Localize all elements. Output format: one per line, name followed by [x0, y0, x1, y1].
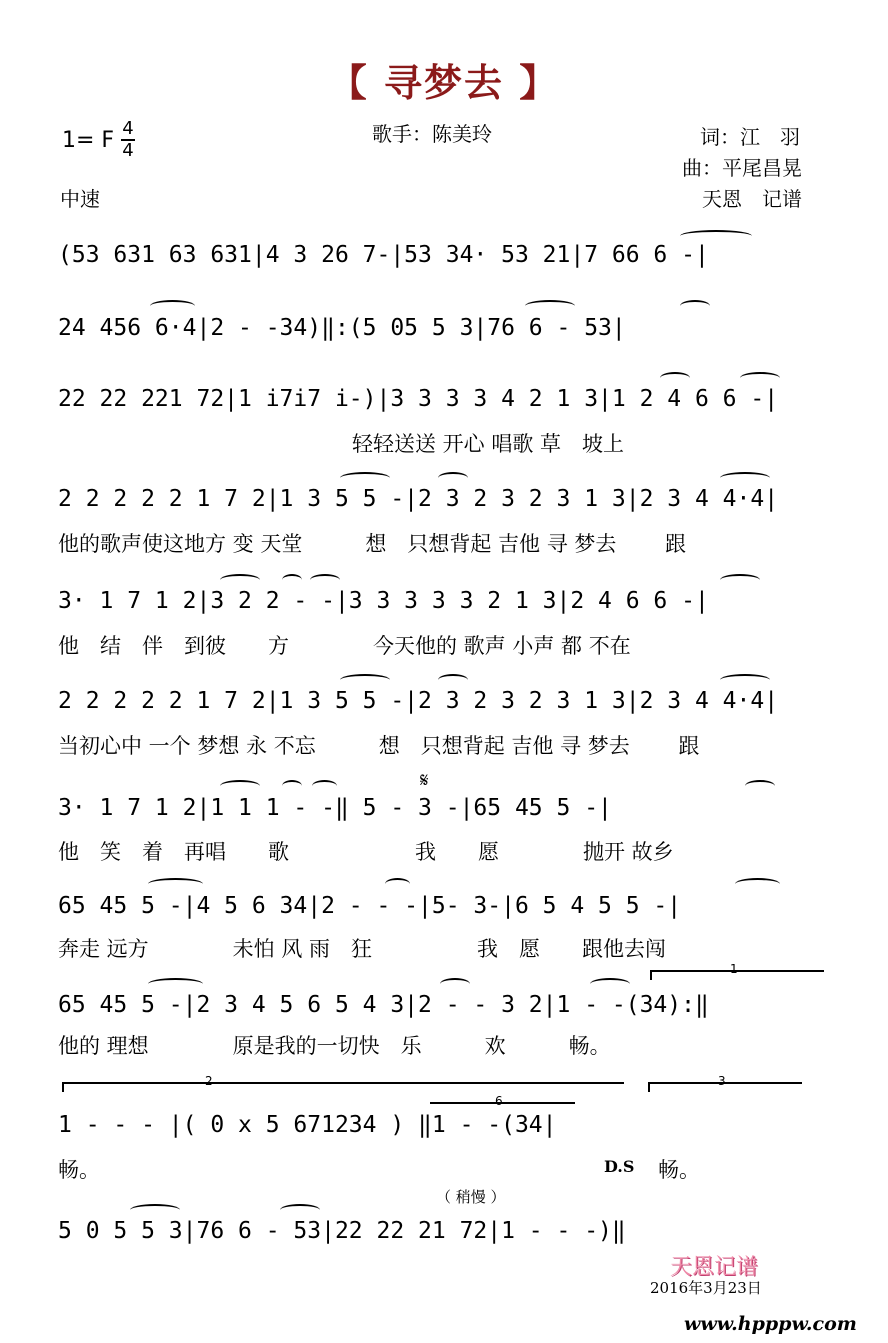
notation-line-10: 1 - - - |( 0 x 5 671234 ) ‖1 - -(34| — [58, 1112, 557, 1138]
tie-mark — [385, 878, 410, 890]
lyric-line-4: 他的歌声使这地方 变 天堂 想 只想背起 吉他 寻 梦去 跟 — [58, 532, 687, 556]
lyric-line-7: 他 笑 着 再唱 歌 我 愿 抛开 故乡 — [58, 840, 674, 864]
meter-top: 4 — [122, 118, 134, 139]
tie-mark — [340, 674, 390, 686]
tie-mark — [720, 574, 760, 586]
tie-mark — [220, 780, 260, 792]
tempo-marking: 中速 — [60, 187, 100, 211]
time-signature — [121, 120, 135, 160]
tie-mark — [590, 978, 630, 990]
tie-mark — [440, 978, 470, 990]
tie-mark — [130, 1204, 180, 1216]
transcriber-credit: 天恩 记谱 — [702, 187, 802, 211]
transcriber-stamp: 天恩记谱 — [670, 1255, 759, 1280]
tie-mark — [312, 780, 337, 792]
notation-line-6: 2 2 2 2 2 1 7 2|1 3 5 5 -|2 3 2 3 2 3 1 3|2 3 4 4·4| — [58, 688, 779, 714]
notation-line-11: 5 0 5 5 3|76 6 - 53|22 22 21 72|1 - - -)‖ — [58, 1218, 626, 1244]
notation-line-9: 65 45 5 -|2 3 4 5 6 5 4 3|2 - - 3 2|1 - -(34):‖ — [58, 992, 709, 1018]
lyric-line-3: 轻轻送送 开心 唱歌 草 坡上 — [58, 432, 625, 456]
notation-line-7: 3· 1 7 1 2|1 1 1 - -‖ 5 - 3 -|65 45 5 -| — [58, 795, 612, 821]
song-title: 【 寻梦去 】 — [328, 61, 560, 105]
tie-mark — [148, 978, 203, 990]
tie-mark — [340, 472, 390, 484]
tie-mark — [310, 574, 340, 586]
tie-mark — [680, 300, 710, 312]
notation-line-1: (53 631 63 631|4 3 26 7-|53 34· 53 21|7 66 6 -| — [58, 242, 709, 268]
tie-mark — [438, 472, 468, 484]
date-label: 2016年3月23日 — [650, 1279, 762, 1297]
ds-marking: D.S — [604, 1157, 635, 1176]
tie-mark — [660, 372, 690, 384]
volta-number-1: 1 — [730, 962, 738, 976]
tie-mark — [220, 574, 260, 586]
segno-sign: 𝄋 — [420, 768, 429, 792]
composer-credit: 曲：平尾昌晃 — [682, 156, 802, 180]
key-signature: 1= F — [62, 128, 115, 153]
tie-mark — [745, 780, 775, 792]
tie-mark — [740, 372, 780, 384]
tie-mark — [525, 300, 575, 312]
notation-line-3: 22 22 221 72|1 i7i7 i-)|3 3 3 3 4 2 1 3|1 2 4 6 6 -| — [58, 386, 779, 412]
lyric-line-9: 他的 理想 原是我的一切快 乐 欢 畅。 — [58, 1034, 611, 1058]
tie-mark — [720, 674, 770, 686]
lyric-line-8: 奔走 远方 未怕 风 雨 狂 我 愿 跟他去闯 — [58, 937, 667, 961]
volta-number-3: 3 — [718, 1074, 726, 1088]
tie-mark — [438, 674, 468, 686]
lyric-line-5: 他 结 伴 到彼 方 今天他的 歌声 小声 都 不在 — [58, 634, 631, 658]
tie-mark — [280, 1204, 320, 1216]
tie-mark — [680, 230, 752, 242]
notation-line-2: 24 456 6·4|2 - -34)‖:(5 05 5 3|76 6 - 53| — [58, 315, 626, 341]
meter-bottom: 4 — [122, 140, 134, 161]
lyric-line-10: 畅。 — [58, 1158, 100, 1182]
tie-mark — [282, 574, 302, 586]
volta-bracket-2 — [62, 1082, 624, 1092]
tie-mark — [282, 780, 302, 792]
lyricist-credit: 词：江 羽 — [700, 125, 800, 149]
tie-mark — [148, 878, 203, 890]
volta-number-2: 2 — [205, 1074, 213, 1088]
website-watermark: www.hpppw.com — [684, 1313, 857, 1335]
tuplet-number: 6 — [495, 1094, 503, 1108]
lyric-line-6: 当初心中 一个 梦想 永 不忘 想 只想背起 吉他 寻 梦去 跟 — [58, 734, 700, 758]
singer-credit: 歌手：陈美玲 — [372, 122, 492, 146]
tie-mark — [735, 878, 780, 890]
ds-lyric: 畅。 — [658, 1158, 700, 1182]
notation-line-5: 3· 1 7 1 2|3 2 2 - -|3 3 3 3 3 2 1 3|2 4 6 6 -| — [58, 588, 709, 614]
tie-mark — [150, 300, 195, 312]
tempo-slower: （ 稍慢 ） — [436, 1188, 506, 1206]
tie-mark — [720, 472, 770, 484]
notation-line-4: 2 2 2 2 2 1 7 2|1 3 5 5 -|2 3 2 3 2 3 1 3|2 3 4 4·4| — [58, 486, 779, 512]
notation-line-8: 65 45 5 -|4 5 6 34|2 - - -|5- 3-|6 5 4 5 5 -| — [58, 893, 682, 919]
